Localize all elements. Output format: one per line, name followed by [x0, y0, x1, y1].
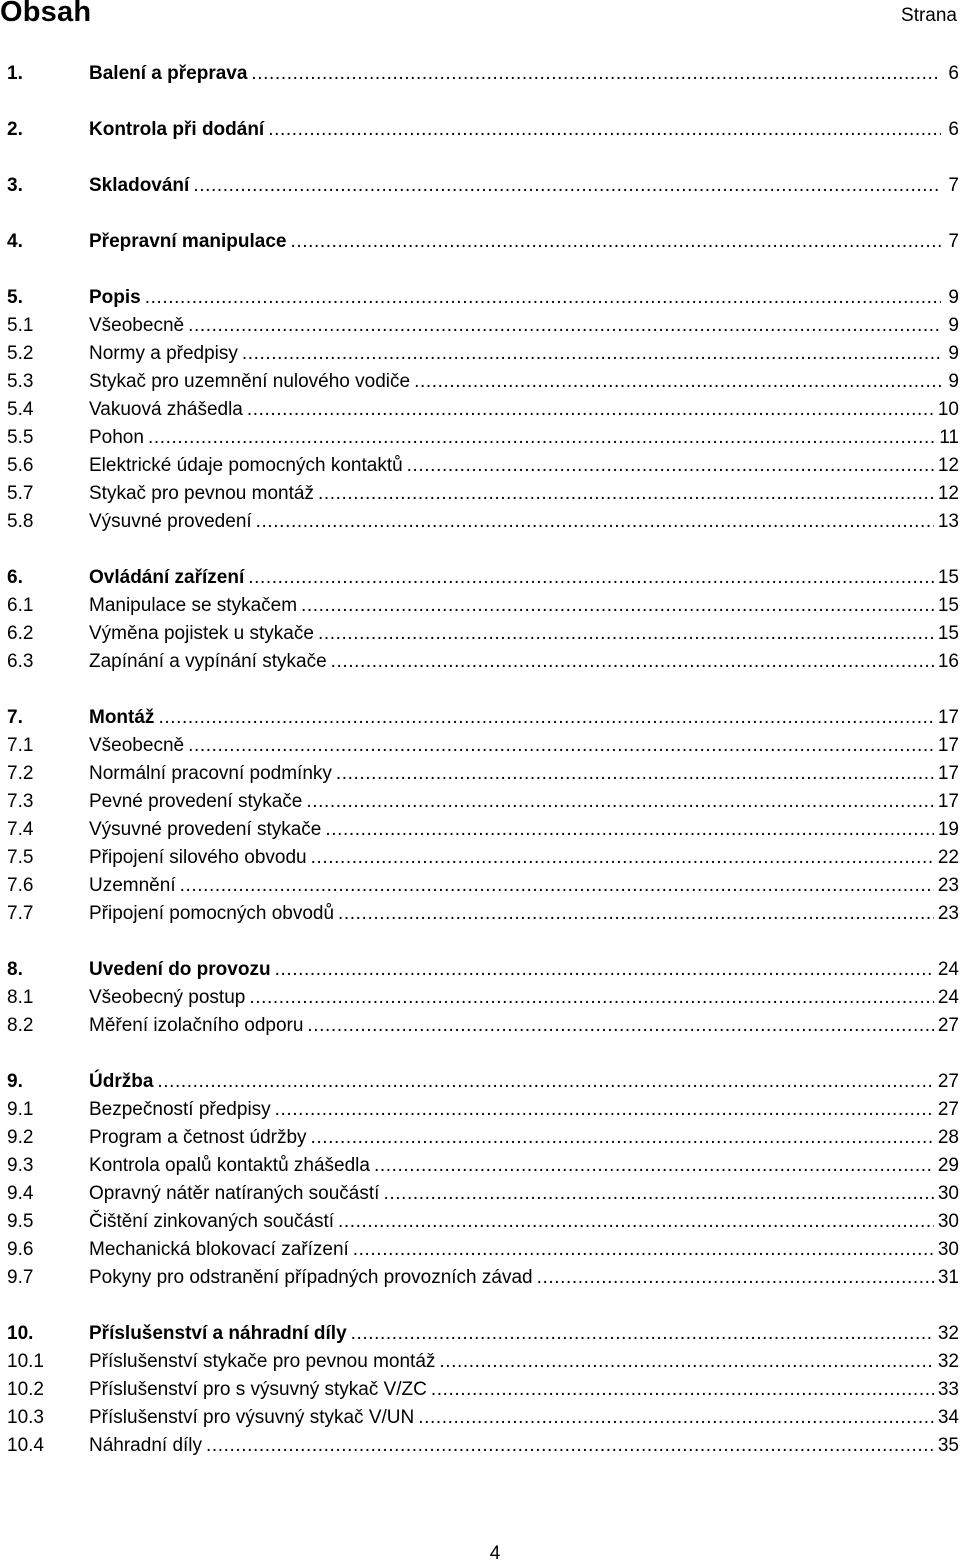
dot-leader	[307, 1012, 933, 1040]
toc-entry-number: 6.	[7, 567, 23, 588]
toc-entry-number: 7.3	[7, 791, 34, 812]
toc-entry-page: 23	[937, 875, 959, 896]
dot-leader	[407, 452, 934, 480]
toc-entry-number: 10.1	[7, 1351, 44, 1372]
toc-entry-number: 7.6	[7, 875, 34, 896]
toc-entry-title: Montáž	[89, 707, 155, 728]
toc-entry-title: Stykač pro pevnou montáž	[89, 483, 314, 504]
toc-entry-page: 28	[937, 1127, 959, 1148]
toc-entry-page: 9	[948, 371, 959, 392]
toc-entry-title: Pohon	[89, 427, 144, 448]
toc-entry-title: Měření izolačního odporu	[89, 1015, 304, 1036]
toc-entry[interactable]	[7, 1264, 959, 1292]
page-title: Obsah	[0, 0, 92, 28]
toc-entry-page: 35	[937, 1435, 959, 1456]
toc-entry-title: Kontrola při dodání	[89, 119, 265, 140]
toc-entry-number: 2.	[7, 119, 23, 140]
toc-entry-title: Bezpečností předpisy	[89, 1099, 271, 1120]
toc-entry-title: Ovládání zařízení	[89, 567, 245, 588]
toc-entry-page: 13	[937, 511, 959, 532]
toc-entry-page: 15	[937, 595, 959, 616]
table-of-contents	[7, 60, 959, 1460]
toc-entry[interactable]	[7, 900, 959, 928]
toc-entry-number: 10.2	[7, 1379, 44, 1400]
dot-leader	[418, 1404, 934, 1432]
toc-entry-number: 9.5	[7, 1211, 34, 1232]
toc-entry-number: 1.	[7, 63, 23, 84]
toc-entry-page: 30	[937, 1211, 959, 1232]
toc-entry[interactable]	[7, 648, 959, 676]
toc-entry-title: Elektrické údaje pomocných kontaktů	[89, 455, 403, 476]
toc-entry-title: Příslušenství a náhradní díly	[89, 1323, 347, 1344]
toc-entry-number: 9.6	[7, 1239, 34, 1260]
dot-leader	[242, 340, 941, 368]
toc-entry-title: Údržba	[89, 1071, 154, 1092]
toc-entry[interactable]	[7, 872, 959, 900]
dot-leader	[290, 228, 941, 256]
toc-entry-page: 17	[937, 791, 959, 812]
dot-leader	[301, 592, 934, 620]
dot-leader	[383, 1180, 933, 1208]
toc-entry-title: Pevné provedení stykače	[89, 791, 303, 812]
dot-leader	[268, 116, 941, 144]
toc-entry-page: 10	[937, 399, 959, 420]
toc-entry[interactable]	[7, 312, 959, 340]
toc-entry-number: 9.4	[7, 1183, 34, 1204]
dot-leader	[188, 732, 934, 760]
dot-leader	[188, 312, 941, 340]
toc-entry[interactable]	[7, 1208, 959, 1236]
dot-leader	[331, 648, 934, 676]
toc-entry-number: 5.6	[7, 455, 34, 476]
toc-entry-title: Příslušenství stykače pro pevnou montáž	[89, 1351, 436, 1372]
toc-entry-page: 17	[937, 763, 959, 784]
toc-entry-page: 17	[937, 707, 959, 728]
toc-entry[interactable]	[7, 480, 959, 508]
dot-leader	[311, 1124, 934, 1152]
toc-entry-title: Všeobecně	[89, 735, 185, 756]
toc-entry-page: 32	[937, 1323, 959, 1344]
dot-leader	[338, 900, 934, 928]
toc-entry-number: 5.5	[7, 427, 34, 448]
toc-entry-title: Připojení pomocných obvodů	[89, 903, 335, 924]
dot-leader	[251, 60, 941, 88]
toc-entry-title: Uzemnění	[89, 875, 176, 896]
toc-entry-number: 9.1	[7, 1099, 34, 1120]
toc-entry-page: 32	[937, 1351, 959, 1372]
toc-entry[interactable]	[7, 1096, 959, 1124]
toc-entry-number: 7.5	[7, 847, 34, 868]
toc-entry-page: 24	[937, 959, 959, 980]
toc-entry-page: 23	[937, 903, 959, 924]
toc-entry-title: Všeobecně	[89, 315, 185, 336]
toc-entry[interactable]	[7, 620, 959, 648]
dot-leader	[338, 1208, 934, 1236]
toc-entry[interactable]	[7, 704, 959, 732]
page-column-label: Strana	[901, 5, 957, 26]
toc-entry-title: Program a četnost údržby	[89, 1127, 307, 1148]
toc-entry-number: 7.1	[7, 735, 34, 756]
dot-leader	[431, 1376, 934, 1404]
dot-leader	[148, 424, 935, 452]
toc-entry[interactable]	[7, 60, 959, 88]
toc-entry[interactable]	[7, 1180, 959, 1208]
toc-entry[interactable]	[7, 564, 959, 592]
toc-entry-number: 7.7	[7, 903, 34, 924]
toc-entry[interactable]	[7, 984, 959, 1012]
toc-entry[interactable]	[7, 424, 959, 452]
dot-leader	[158, 704, 933, 732]
toc-entry-page: 6	[948, 119, 959, 140]
toc-entry-page: 33	[937, 1379, 959, 1400]
toc-entry[interactable]	[7, 1124, 959, 1152]
toc-entry[interactable]	[7, 844, 959, 872]
toc-entry[interactable]	[7, 1404, 959, 1432]
toc-entry-number: 7.4	[7, 819, 34, 840]
toc-entry-title: Opravný nátěr natíraných součástí	[89, 1183, 380, 1204]
toc-entry-title: Mechanická blokovací zařízení	[89, 1239, 349, 1260]
dot-leader	[414, 368, 941, 396]
toc-entry-title: Normální pracovní podmínky	[89, 763, 332, 784]
toc-entry[interactable]	[7, 1012, 959, 1040]
toc-entry-page: 9	[948, 315, 959, 336]
toc-entry-title: Pokyny pro odstranění případných provozních závad	[89, 1267, 533, 1288]
dot-leader	[374, 1152, 934, 1180]
toc-entry-page: 34	[937, 1407, 959, 1428]
dot-leader	[537, 1264, 934, 1292]
dot-leader	[157, 1068, 933, 1096]
toc-entry-page: 30	[937, 1239, 959, 1260]
toc-entry-title: Manipulace se stykačem	[89, 595, 298, 616]
toc-entry-title: Připojení silového obvodu	[89, 847, 307, 868]
toc-entry-page: 19	[937, 819, 959, 840]
toc-entry-page: 17	[937, 735, 959, 756]
toc-entry-number: 5.7	[7, 483, 34, 504]
toc-entry-page: 22	[937, 847, 959, 868]
toc-entry-number: 10.4	[7, 1435, 44, 1456]
toc-entry[interactable]	[7, 284, 959, 312]
toc-entry-title: Zapínání a vypínání stykače	[89, 651, 327, 672]
dot-leader	[247, 396, 934, 424]
toc-entry-number: 8.2	[7, 1015, 34, 1036]
dot-leader	[275, 1096, 934, 1124]
toc-entry[interactable]	[7, 228, 959, 256]
toc-entry[interactable]	[7, 116, 959, 144]
dot-leader	[336, 760, 934, 788]
page-number: 4	[489, 1543, 501, 1564]
toc-entry-page: 7	[948, 175, 959, 196]
toc-entry-number: 5.3	[7, 371, 34, 392]
dot-leader	[353, 1236, 934, 1264]
dot-leader	[325, 816, 934, 844]
toc-entry[interactable]	[7, 592, 959, 620]
toc-entry-number: 5.	[7, 287, 23, 308]
dot-leader	[248, 564, 934, 592]
toc-entry-title: Přepravní manipulace	[89, 231, 287, 252]
toc-entry[interactable]	[7, 1152, 959, 1180]
toc-entry-page: 16	[937, 651, 959, 672]
toc-entry-number: 4.	[7, 231, 23, 252]
toc-entry-page: 9	[948, 343, 959, 364]
toc-entry-title: Výsuvné provedení stykače	[89, 819, 322, 840]
toc-entry-page: 31	[937, 1267, 959, 1288]
toc-entry-number: 7.2	[7, 763, 34, 784]
toc-entry-number: 6.1	[7, 595, 34, 616]
toc-entry[interactable]	[7, 760, 959, 788]
toc-entry[interactable]	[7, 172, 959, 200]
toc-entry-title: Výsuvné provedení	[89, 511, 252, 532]
toc-entry[interactable]	[7, 1432, 959, 1460]
toc-entry-page: 27	[937, 1099, 959, 1120]
toc-entry-number: 10.3	[7, 1407, 44, 1428]
toc-entry-page: 7	[948, 231, 959, 252]
toc-entry-number: 8.	[7, 959, 23, 980]
toc-entry[interactable]	[7, 1236, 959, 1264]
toc-entry-number: 9.3	[7, 1155, 34, 1176]
toc-entry-title: Skladování	[89, 175, 190, 196]
toc-entry-page: 24	[937, 987, 959, 1008]
toc-entry[interactable]	[7, 816, 959, 844]
toc-entry-page: 12	[937, 483, 959, 504]
dot-leader	[275, 956, 934, 984]
toc-entry[interactable]	[7, 1068, 959, 1096]
toc-entry-title: Všeobecný postup	[89, 987, 246, 1008]
toc-entry-number: 10.	[7, 1323, 34, 1344]
toc-entry-number: 9.2	[7, 1127, 34, 1148]
dot-leader	[318, 620, 934, 648]
toc-entry[interactable]	[7, 1348, 959, 1376]
toc-entry-title: Kontrola opalů kontaktů zhášedla	[89, 1155, 370, 1176]
toc-entry[interactable]	[7, 452, 959, 480]
toc-entry-page: 12	[937, 455, 959, 476]
toc-entry-title: Stykač pro uzemnění nulového vodiče	[89, 371, 411, 392]
toc-entry-number: 6.2	[7, 623, 34, 644]
toc-entry-number: 5.8	[7, 511, 34, 532]
dot-leader	[193, 172, 941, 200]
toc-entry-page: 29	[937, 1155, 959, 1176]
toc-entry-title: Balení a přeprava	[89, 63, 248, 84]
dot-leader	[306, 788, 934, 816]
toc-entry-title: Čištění zinkovaných součástí	[89, 1211, 335, 1232]
dot-leader	[145, 284, 941, 312]
toc-entry[interactable]	[7, 788, 959, 816]
toc-entry-page: 11	[939, 427, 959, 448]
toc-entry[interactable]	[7, 732, 959, 760]
dot-leader	[439, 1348, 933, 1376]
dot-leader	[351, 1320, 934, 1348]
toc-entry[interactable]	[7, 368, 959, 396]
toc-entry-title: Příslušenství pro s výsuvný stykač V/ZC	[89, 1379, 427, 1400]
toc-entry-number: 7.	[7, 707, 23, 728]
toc-entry-title: Příslušenství pro výsuvný stykač V/UN	[89, 1407, 415, 1428]
toc-entry-number: 6.3	[7, 651, 34, 672]
toc-entry-page: 15	[937, 567, 959, 588]
toc-entry-number: 8.1	[7, 987, 34, 1008]
toc-entry-page: 6	[948, 63, 959, 84]
toc-entry-number: 5.2	[7, 343, 34, 364]
dot-leader	[256, 508, 934, 536]
toc-entry[interactable]	[7, 396, 959, 424]
dot-leader	[249, 984, 934, 1012]
toc-entry-page: 15	[937, 623, 959, 644]
toc-entry-page: 27	[937, 1015, 959, 1036]
toc-entry-number: 5.1	[7, 315, 34, 336]
dot-leader	[180, 872, 934, 900]
toc-entry[interactable]	[7, 508, 959, 536]
toc-entry[interactable]	[7, 340, 959, 368]
toc-entry-title: Výměna pojistek u stykače	[89, 623, 314, 644]
toc-entry[interactable]	[7, 1320, 959, 1348]
toc-entry-page: 27	[937, 1071, 959, 1092]
toc-entry-number: 3.	[7, 175, 23, 196]
toc-entry-title: Popis	[89, 287, 141, 308]
dot-leader	[206, 1432, 934, 1460]
toc-entry-title: Normy a předpisy	[89, 343, 238, 364]
toc-entry-title: Náhradní díly	[89, 1435, 203, 1456]
toc-entry-page: 30	[937, 1183, 959, 1204]
toc-entry-page: 9	[948, 287, 959, 308]
toc-entry[interactable]	[7, 956, 959, 984]
toc-entry-number: 9.7	[7, 1267, 34, 1288]
toc-entry-title: Uvedení do provozu	[89, 959, 271, 980]
toc-entry-title: Vakuová zhášedla	[89, 399, 243, 420]
dot-leader	[311, 844, 934, 872]
toc-entry-number: 9.	[7, 1071, 23, 1092]
toc-entry-number: 5.4	[7, 399, 34, 420]
dot-leader	[318, 480, 934, 508]
toc-entry[interactable]	[7, 1376, 959, 1404]
